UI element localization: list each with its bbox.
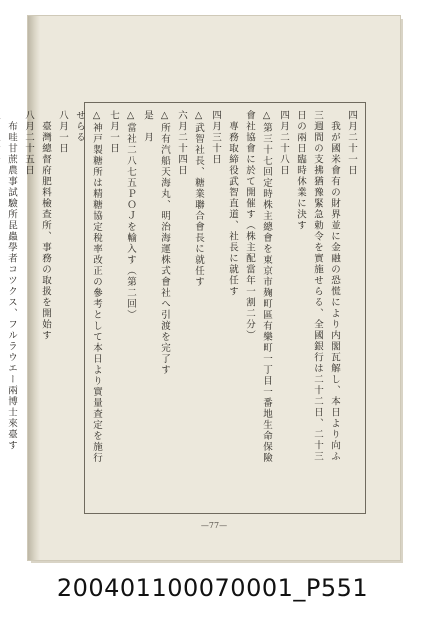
- vertical-text-area: [6, 110, 360, 506]
- date-column: 七月一日: [108, 110, 119, 154]
- page-number: —77—: [200, 521, 228, 530]
- text-column: △當社二八七五ＰＯＪを輸入す（第二回）: [125, 110, 136, 321]
- text-column: 臺灣總督府肥料檢查所、事務の取扱を開始す: [40, 110, 51, 341]
- text-column: △第三十七回定時株主總會を東京市麹町區有樂町一丁目一番地生命保險: [261, 110, 272, 464]
- date-column: 四月二十八日: [278, 110, 289, 176]
- date-column: 四月三十日: [210, 110, 221, 165]
- text-column: △所有汽船天海丸、明治海運株式會社へ引渡を完了す: [159, 110, 170, 376]
- document-page: [6, 16, 400, 560]
- date-column: 是 月: [142, 110, 153, 143]
- text-column: 三週間の支拂猶豫緊急勅令を實施せらる、全國銀行は二十二日、二十三: [312, 110, 323, 462]
- text-column: 我が國米會有の財界並に金融の恐慌により内閣瓦解し、本日より向ふ: [329, 110, 340, 462]
- text-column: 布哇甘蔗農事試驗所昆蟲學者コツクス、フルラウエー兩博士來臺す: [6, 110, 17, 451]
- text-column: 會社協會に於て開催す（株主配當年一割二分）: [244, 110, 255, 341]
- date-column: 八月二十五日: [23, 110, 34, 176]
- date-column: 八月一日: [57, 110, 68, 154]
- text-column: 專務取締役武智直道、社長に就任す: [227, 110, 238, 297]
- date-column: 四月二十一日: [346, 110, 357, 176]
- text-column: せらる: [74, 110, 85, 143]
- date-column: 六月二十四日: [176, 110, 187, 176]
- text-column: 日の兩日臨時休業に決す: [295, 110, 306, 231]
- text-column: △武智社長、糖業聯合會長に就任す: [193, 110, 204, 288]
- text-column: △神戸製糖所は精糖協定稅率改正の參考として本日より實量査定を施行: [91, 110, 102, 464]
- image-caption: 200401100070001_P551: [56, 574, 369, 602]
